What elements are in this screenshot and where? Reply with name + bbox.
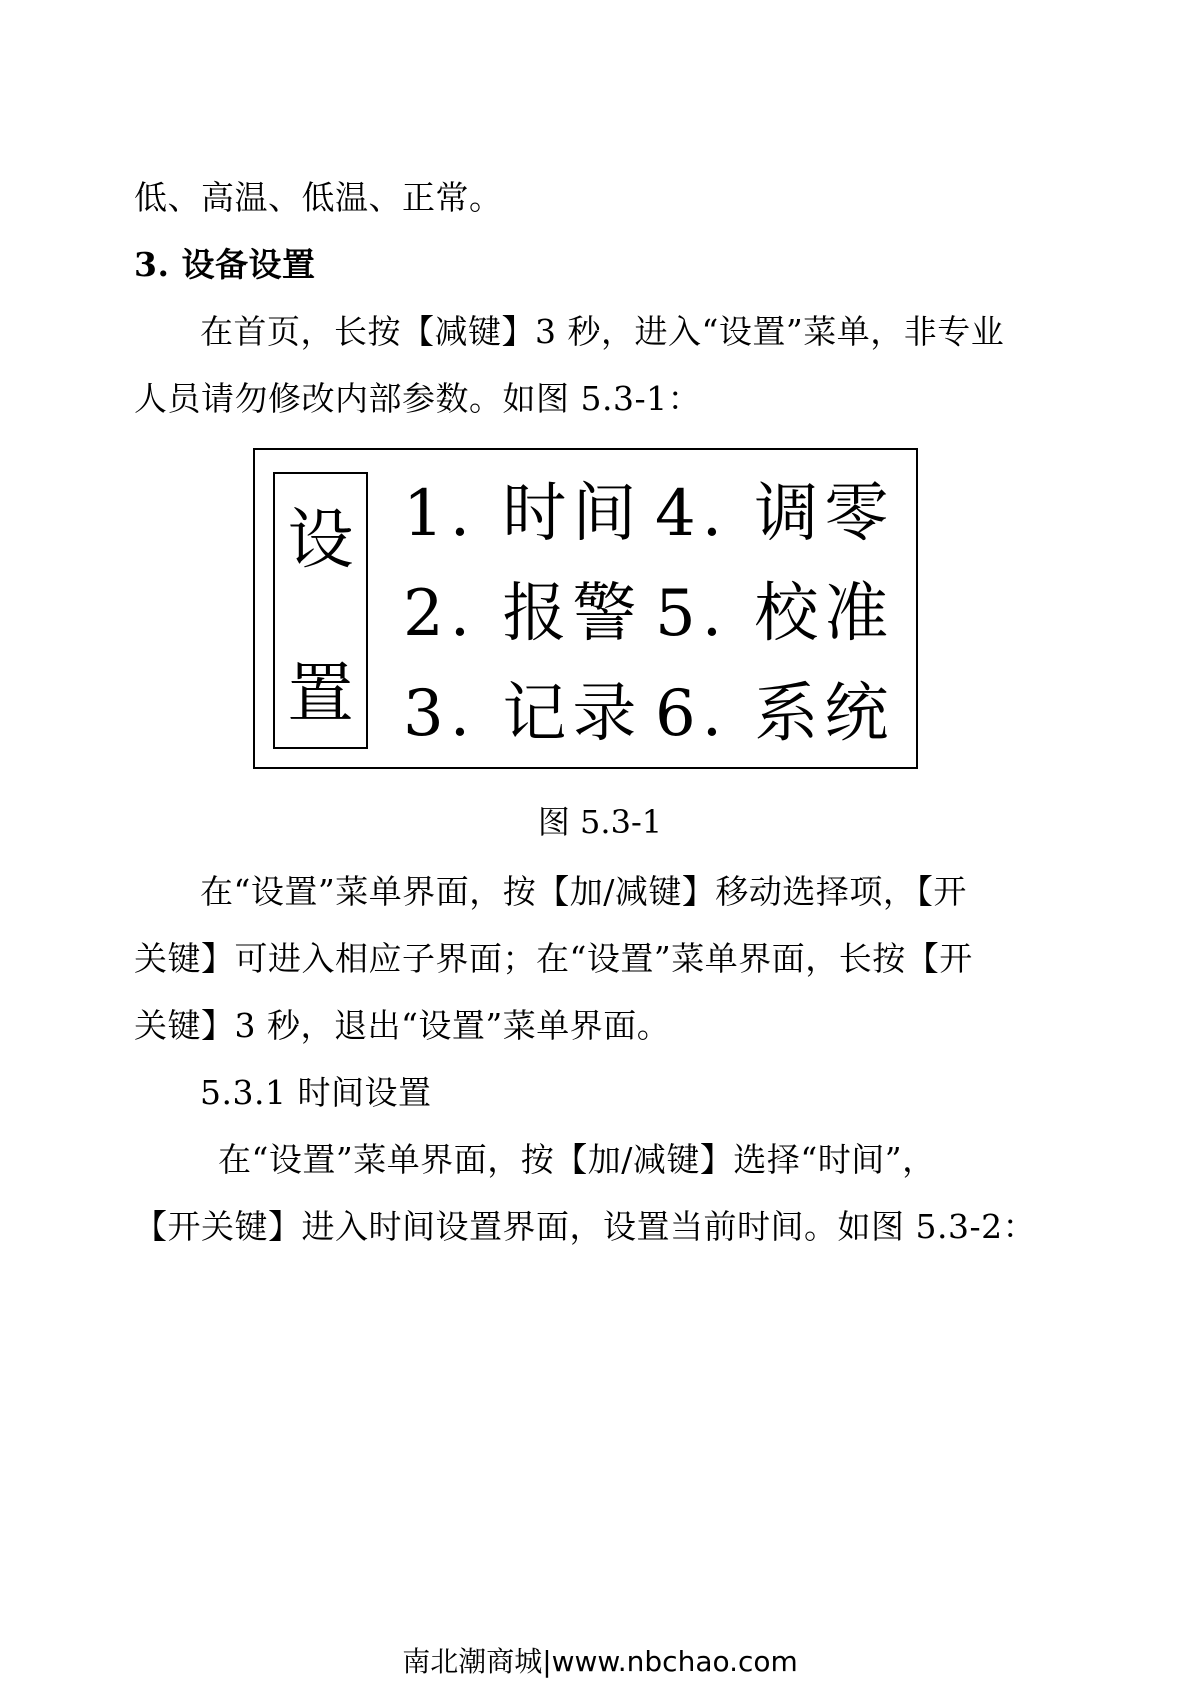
settings-menu-figure	[253, 448, 918, 769]
text-line: 在首页，长按【减键】3 秒，进入“设置”菜单，非专业	[200, 312, 1005, 351]
text-line: 在“设置”菜单界面，按【加/减键】选择“时间”，	[218, 1140, 936, 1179]
footer-watermark: 南北潮商城|www.nbchao.com	[402, 1645, 798, 1678]
figure-caption: 图 5.3-1	[537, 803, 663, 841]
text-line: 关键】3 秒，退出“设置”菜单界面。	[134, 1006, 671, 1045]
menu-item-zero: 4. 调零	[655, 477, 895, 551]
menu-title-char-bottom: 置	[287, 655, 354, 732]
subsection-heading: 5.3.1 时间设置	[200, 1073, 432, 1112]
menu-item-time: 1. 时间	[403, 477, 643, 551]
menu-item-record: 3. 记录	[403, 677, 643, 751]
text-line: 关键】可进入相应子界面；在“设置”菜单界面，长按【开	[134, 939, 973, 978]
menu-item-alarm: 2. 报警	[403, 577, 643, 651]
text-line: 在“设置”菜单界面，按【加/减键】移动选择项，【开	[200, 872, 967, 911]
section-heading: 3. 设备设置	[134, 245, 316, 284]
text-line: 低、高温、低温、正常。	[134, 178, 503, 217]
text-line: 人员请勿修改内部参数。如图 5.3-1：	[134, 379, 702, 418]
menu-item-system: 6. 系统	[655, 677, 895, 751]
menu-title-char-top: 设	[287, 501, 354, 578]
menu-item-calibrate: 5. 校准	[655, 577, 895, 651]
text-line: 【开关键】进入时间设置界面，设置当前时间。如图 5.3-2：	[134, 1207, 1037, 1246]
menu-title-box	[273, 472, 368, 749]
